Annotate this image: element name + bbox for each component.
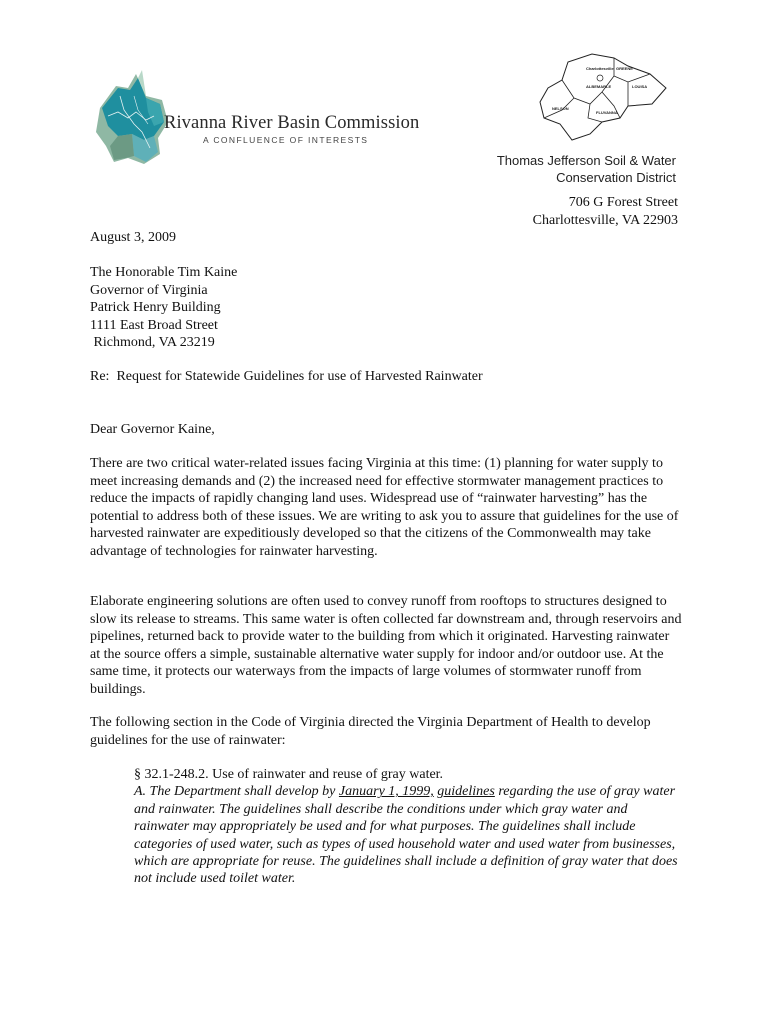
district-name-line2: Conservation District	[556, 170, 676, 185]
map-label-louisa: LOUISA	[632, 84, 648, 89]
inside-address	[90, 264, 682, 352]
map-label-charlottesville: Charlottesville	[586, 66, 614, 71]
code-section-heading: § 32.1-248.2. Use of rainwater and reuse of gray water.	[134, 767, 444, 782]
recipient-city: Richmond, VA 23219	[90, 335, 215, 350]
recipient-name: The Honorable Tim Kaine	[90, 265, 238, 280]
code-text-deadline: January 1, 1999,	[338, 784, 434, 800]
sender-city: Charlottesville, VA 22903	[532, 212, 678, 228]
body-paragraph-3: The following section in the Code of Virginia directed the Virginia Department of Health to develop guidelines for the use of rainwater:	[90, 715, 651, 748]
commission-name: Rivanna River Basin Commission	[164, 113, 420, 133]
letter-date: August 3, 2009	[90, 230, 176, 245]
salutation: Dear Governor Kaine,	[90, 422, 215, 437]
re-line: Re: Request for Statewide Guidelines for use of Harvested Rainwater	[90, 369, 483, 384]
recipient-building: Patrick Henry Building	[90, 300, 221, 315]
district-name-block	[497, 152, 676, 186]
sender-street: 706 G Forest Street	[568, 195, 678, 210]
map-label-albemarle: ALBEMARLE	[586, 84, 612, 89]
code-quote	[134, 766, 682, 888]
body-paragraph-2: Elaborate engineering solutions are often used to convey runoff from rooftops to structures designed to slow its release to streams. This same water is often collected far downstream and, through reservoirs and pipelines, returned back to provide water to the building from which it originated. Harvesting rainwater at the source offers a simple, sustainable alternative water supply for indoor and/or outdoor use. At the same time, it protects our waterways from the impacts of large volumes of stormwater runoff from buildings.	[90, 594, 682, 697]
body-paragraph-1: There are two critical water-related issues facing Virginia at this time: (1) planning for water supply to meet increasing demands and (2) the increased need for effective stormwater management practices to reduce the impacts of rapidly changing land uses. Widespread use of “rainwater harvesting” has the potential to address both of these issues. We are writing to ask you to assure that guidelines for the use of harvested rainwater are expeditiously developed so that the citizens of the Commonwealth may take advantage of technologies for rainwater harvesting.	[90, 456, 679, 559]
sender-address	[533, 194, 678, 229]
code-section-text	[134, 783, 682, 887]
recipient-street: 1111 East Broad Street	[90, 317, 218, 333]
district-name-line1: Thomas Jefferson Soil & Water	[496, 153, 676, 168]
map-label-nelson: NELSON	[552, 106, 569, 111]
commission-tagline: A CONFLUENCE OF INTERESTS	[203, 135, 369, 145]
code-text-rest: regarding the use of gray water and rainwater. The guidelines shall describe the conditions under which gray water and rainwater may appropriately be used and for what purposes. The guidelines shall include categories of used water, such as types of used household water and used water from businesses, which are appropriate for reuse. The guidelines shall include a definition of gray water that does not include used toilet water.	[134, 784, 678, 887]
code-text-guidelines: guidelines	[437, 784, 495, 800]
map-label-fluvanna: FLUVANNA	[596, 110, 618, 115]
recipient-title: Governor of Virginia	[90, 282, 208, 298]
code-text-prefix: A. The Department shall develop by	[134, 784, 339, 800]
map-label-greene: GREENE	[616, 66, 633, 71]
district-counties-map-icon	[532, 48, 674, 144]
